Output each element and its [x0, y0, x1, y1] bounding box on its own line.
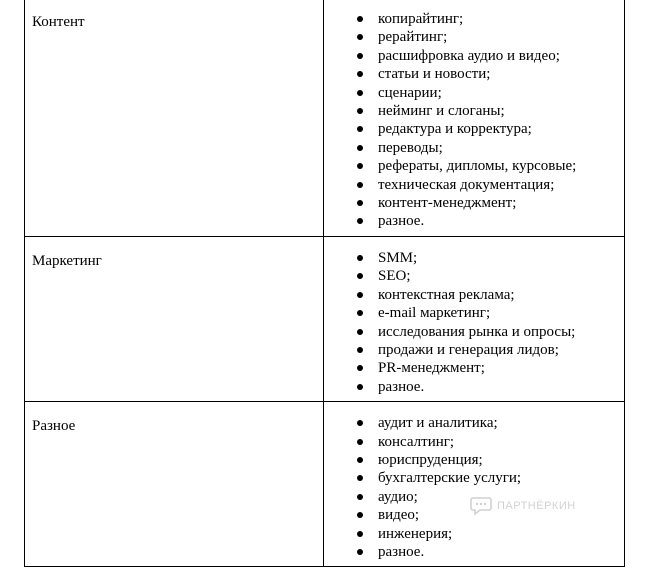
list-item: SEO;	[357, 267, 624, 285]
table-row	[25, 0, 625, 236]
list-item: юриспруденция;	[357, 451, 624, 469]
list-item: редактура и корректура;	[357, 120, 624, 138]
list-item: контекстная реклама;	[357, 286, 624, 304]
list-item: инженерия;	[357, 525, 624, 543]
bullet-list	[324, 237, 624, 401]
list-item: контент-менеджмент;	[357, 194, 624, 212]
list-item: копирайтинг;	[357, 10, 624, 28]
list-item: сценарии;	[357, 84, 624, 102]
list-item: переводы;	[357, 139, 624, 157]
list-item: PR-менеджмент;	[357, 359, 624, 377]
categories-table	[24, 0, 625, 567]
list-item: нейминг и слоганы;	[357, 102, 624, 120]
list-item: разное.	[357, 212, 624, 230]
category-name: Контент	[25, 0, 324, 236]
list-item: аудио;	[357, 488, 624, 506]
category-items	[324, 402, 625, 567]
chat-bubble-logo-icon	[470, 496, 492, 516]
list-item: видео;	[357, 506, 624, 524]
watermark-text: ПАРТНЁРКИН	[497, 500, 576, 512]
category-name: Маркетинг	[25, 236, 324, 401]
list-item: бухгалтерские услуги;	[357, 469, 624, 487]
list-item: рерайтинг;	[357, 28, 624, 46]
list-item: разное.	[357, 378, 624, 396]
list-item: техническая документация;	[357, 176, 624, 194]
watermark	[470, 496, 576, 516]
list-item: e-mail маркетинг;	[357, 304, 624, 322]
bullet-list	[324, 402, 624, 566]
category-name: Разное	[25, 402, 324, 567]
category-items	[324, 236, 625, 401]
list-item: консалтинг;	[357, 433, 624, 451]
bullet-list	[324, 0, 624, 236]
list-item: рефераты, дипломы, курсовые;	[357, 157, 624, 175]
list-item: статьи и новости;	[357, 65, 624, 83]
list-item: аудит и аналитика;	[357, 414, 624, 432]
table-row	[25, 236, 625, 401]
category-items	[324, 0, 625, 236]
list-item: SMM;	[357, 249, 624, 267]
list-item: разное.	[357, 543, 624, 561]
list-item: расшифровка аудио и видео;	[357, 47, 624, 65]
list-item: продажи и генерация лидов;	[357, 341, 624, 359]
list-item: исследования рынка и опросы;	[357, 323, 624, 341]
table-row	[25, 402, 625, 567]
